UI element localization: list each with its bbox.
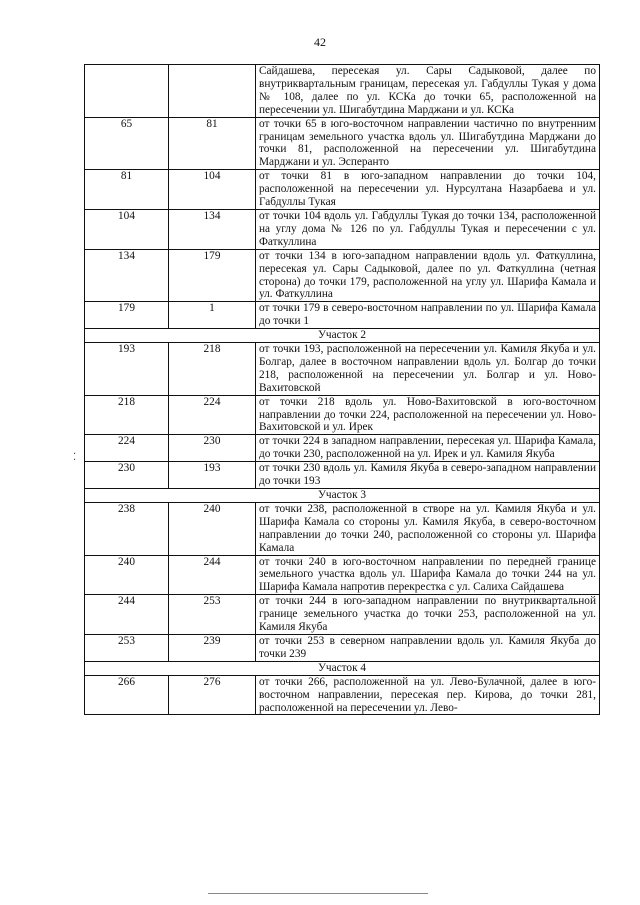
point-from-cell: 253 [85,634,169,661]
section-title: Участок 3 [85,489,600,503]
table-row [85,395,600,435]
boundary-description-cell: от точки 179 в северо-восточном направлении по ул. Шарифа Камала до точки 1 [256,302,600,329]
section-header-row [85,661,600,675]
section-title: Участок 4 [85,661,600,675]
section-header-row [85,489,600,503]
point-to-cell [169,65,256,118]
point-from-cell: 104 [85,209,169,249]
table-row [85,343,600,396]
point-to-cell: 276 [169,675,256,715]
boundary-description-cell: от точки 218 вдоль ул. Ново-Вахитовской в юго-восточном направлении до точки 224, расположенной на пересечении ул. Ново-Вахитовской и ул. Ирек [256,395,600,435]
point-to-cell: 218 [169,343,256,396]
table-row [85,249,600,302]
section-title: Участок 2 [85,329,600,343]
table-row [85,502,600,555]
boundary-description-cell: от точки 266, расположенной на ул. Лево-Булачной, далее в юго-восточном направлении, пересекая пер. Кирова, до точки 281, расположенной на пересечении ул. Лево- [256,675,600,715]
point-from-cell: 218 [85,395,169,435]
table-row [85,302,600,329]
point-to-cell: 253 [169,595,256,635]
boundary-description-cell: от точки 104 вдоль ул. Габдуллы Тукая до точки 134, расположенной на углу дома № 126 по ул. Габдуллы Тукая и пересечении с ул. Фаткуллина [256,209,600,249]
page-number: 42 [314,35,326,49]
point-to-cell: 224 [169,395,256,435]
point-to-cell: 179 [169,249,256,302]
table-row [85,675,600,715]
point-from-cell: 238 [85,502,169,555]
point-to-cell: 1 [169,302,256,329]
table-row [85,595,600,635]
table-row [85,117,600,170]
point-from-cell: 230 [85,462,169,489]
boundary-description-cell: от точки 65 в юго-восточном направлении частично по внутренним границам земельного участка вдоль ул. Шигабутдина Марджани до точки 81, расположенной на пересечении ул. Шигабутдина Марджани и ул. Эсперанто [256,117,600,170]
table-row [85,435,600,462]
point-from-cell: 224 [85,435,169,462]
boundary-description-cell: от точки 253 в северном направлении вдоль ул. Камиля Якуба до точки 239 [256,634,600,661]
point-to-cell: 230 [169,435,256,462]
boundary-description-cell: от точки 81 в юго-западном направлении до точки 104, расположенной на пересечении ул. Нурсултана Назарбаева и ул. Габдуллы Тукая [256,170,600,210]
boundary-description-cell: от точки 193, расположенной на пересечении ул. Камиля Якуба и ул. Болгар, далее в восточном направлении вдоль ул. Болгар до точки 218, расположенной на пересечении ул. Болгар и ул. Ново-Вахитовской [256,343,600,396]
margin-mark: ⁚ [73,452,77,463]
boundary-description-cell: от точки 240 в юго-восточном направлении по передней границе земельного участка вдоль ул. Шарифа Камала до точки 244 на ул. Шарифа Камала напротив перекрестка с ул. Салиха Сайдашева [256,555,600,595]
point-from-cell: 193 [85,343,169,396]
table-row [85,65,600,118]
point-to-cell: 81 [169,117,256,170]
boundary-description-cell: от точки 244 в юго-западном направлении по внутриквартальной границе земельного участка до точки 253, расположенной на ул. Камиля Якуба [256,595,600,635]
point-to-cell: 240 [169,502,256,555]
table-row [85,209,600,249]
point-from-cell [85,65,169,118]
boundary-description-cell: Сайдашева, пересекая ул. Сары Садыковой, далее по внутриквартальным границам, пересекая ул. Габдуллы Тукая у дома № 108, далее по ул. КСКа до точки 65, расположенной на пересечении ул. Шигабутдина Марджани и ул. КСКа [256,65,600,118]
point-to-cell: 244 [169,555,256,595]
boundary-description-cell: от точки 238, расположенной в створе на ул. Камиля Якуба и ул. Шарифа Камала со стороны ул. Камиля Якуба, в северо-восточном направлении до точки 240, расположенной со стороны ул. Шарифа Камала [256,502,600,555]
point-to-cell: 134 [169,209,256,249]
point-from-cell: 240 [85,555,169,595]
table-row [85,170,600,210]
table-row [85,634,600,661]
boundary-table [84,64,600,715]
bottom-rule [208,893,428,894]
point-from-cell: 179 [85,302,169,329]
point-to-cell: 193 [169,462,256,489]
section-header-row [85,329,600,343]
table-row [85,462,600,489]
table-row [85,555,600,595]
boundary-description-cell: от точки 224 в западном направлении, пересекая ул. Шарифа Камала, до точки 230, расположенной на ул. Ирек и ул. Камиля Якуба [256,435,600,462]
boundary-table-body [85,65,600,715]
point-to-cell: 239 [169,634,256,661]
point-from-cell: 65 [85,117,169,170]
point-from-cell: 134 [85,249,169,302]
point-to-cell: 104 [169,170,256,210]
point-from-cell: 244 [85,595,169,635]
boundary-description-cell: от точки 230 вдоль ул. Камиля Якуба в северо-западном направлении до точки 193 [256,462,600,489]
boundary-description-cell: от точки 134 в юго-западном направлении вдоль ул. Фаткуллина, пересекая ул. Сары Садыковой, далее по ул. Фаткуллина (четная сторона) до точки 179, расположенной на углу ул. Шарифа Камала и ул. Фаткуллина [256,249,600,302]
point-from-cell: 266 [85,675,169,715]
point-from-cell: 81 [85,170,169,210]
